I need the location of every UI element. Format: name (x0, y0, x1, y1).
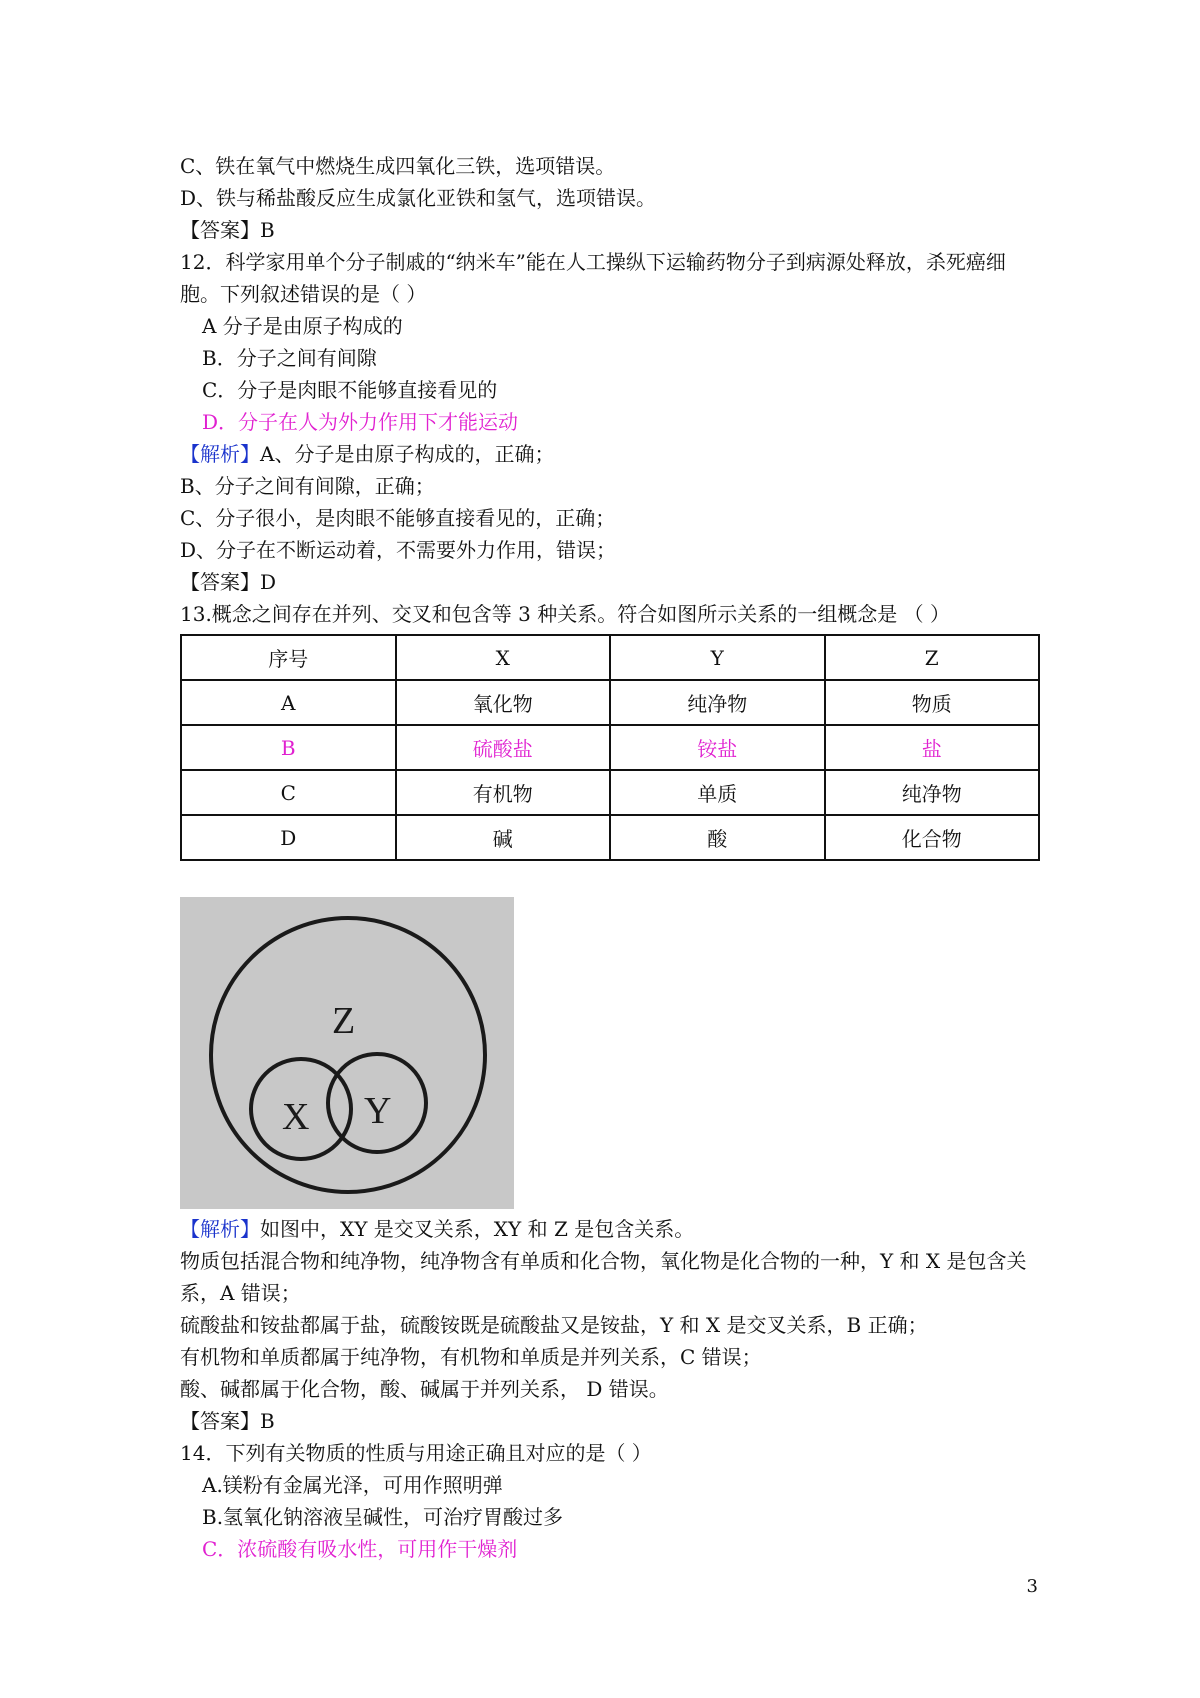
analysis-line: D、分子在不断运动着，不需要外力作用，错误； (180, 538, 617, 562)
table-cell: 单质 (610, 770, 825, 815)
text-line: C、铁在氧气中燃烧生成四氧化三铁，选项错误。 (180, 154, 616, 178)
analysis-label: 【解析】 (180, 442, 260, 466)
table-cell: 铵盐 (610, 725, 825, 770)
table-cell: 纯净物 (825, 770, 1040, 815)
table-cell: 物质 (825, 680, 1040, 725)
analysis-line (180, 1213, 1040, 1245)
table-header-cell: Z (825, 635, 1040, 680)
table-header-row (181, 635, 1039, 680)
analysis-text: 如图中，XY 是交叉关系，XY 和 Z 是包含关系。 (260, 1217, 695, 1241)
table-header-cell: 序号 (181, 635, 396, 680)
analysis-line: C、分子很小，是肉眼不能够直接看见的，正确； (180, 506, 616, 530)
option-c: C．分子是肉眼不能够直接看见的 (202, 378, 498, 402)
table-cell: 盐 (825, 725, 1040, 770)
text-line: D、铁与稀盐酸反应生成氯化亚铁和氢气，选项错误。 (180, 186, 657, 210)
table-cell: 化合物 (825, 815, 1040, 860)
table-row-correct (181, 725, 1039, 770)
analysis-line: 硫酸盐和铵盐都属于盐，硫酸铵既是硫酸盐又是铵盐，Y 和 X 是交叉关系，B 正确； (180, 1313, 928, 1337)
table-cell: C (181, 770, 396, 815)
analysis-label: 【解析】 (180, 1217, 260, 1241)
table-header-cell: Y (610, 635, 825, 680)
label-y: Y (364, 1090, 392, 1132)
question-13-stem: 13.概念之间存在并列、交叉和包含等 3 种关系。符合如图所示关系的一组概念是 （ ） (180, 602, 950, 626)
circle-z (211, 918, 485, 1192)
table-cell: 纯净物 (610, 680, 825, 725)
venn-diagram-figure (180, 897, 514, 1209)
label-z: Z (332, 1000, 356, 1042)
answer-line: 【答案】B (180, 1409, 275, 1433)
venn-diagram (180, 897, 514, 1209)
table-row (181, 815, 1039, 860)
concept-table (180, 634, 1040, 861)
analysis-line: 酸、碱都属于化合物，酸、碱属于并列关系， D 错误。 (180, 1377, 669, 1401)
table-cell: 有机物 (396, 770, 611, 815)
option-d-correct: D．分子在人为外力作用下才能运动 (202, 410, 519, 434)
option-a: A.镁粉有金属光泽，可用作照明弹 (202, 1473, 503, 1497)
table-cell: 氧化物 (396, 680, 611, 725)
table-row (181, 770, 1039, 815)
table-row (181, 680, 1039, 725)
table-cell: B (181, 725, 396, 770)
table-cell: 碱 (396, 815, 611, 860)
analysis-line (180, 438, 1040, 470)
option-b: B．分子之间有间隙 (202, 346, 377, 370)
page-number: 3 (1026, 1576, 1038, 1597)
question-12-stem: 12．科学家用单个分子制戚的“纳米车”能在人工操纵下运输药物分子到病源处释放，杀死癌细胞。下列叙述错误的是（ ） (180, 250, 1006, 306)
option-a: A 分子是由原子构成的 (202, 314, 403, 338)
answer-line: 【答案】B (180, 218, 275, 242)
analysis-line: 有机物和单质都属于纯净物，有机物和单质是并列关系，C 错误； (180, 1345, 762, 1369)
table-cell: 酸 (610, 815, 825, 860)
option-b: B.氢氧化钠溶液呈碱性，可治疗胃酸过多 (202, 1505, 564, 1529)
option-c-correct: C．浓硫酸有吸水性，可用作干燥剂 (202, 1537, 518, 1561)
label-x: X (282, 1096, 310, 1138)
analysis-text: A、分子是由原子构成的，正确； (260, 442, 555, 466)
table-header-cell: X (396, 635, 611, 680)
analysis-line: 物质包括混合物和纯净物，纯净物含有单质和化合物，氧化物是化合物的一种，Y 和 X 是包含关系，A 错误； (180, 1249, 1027, 1305)
table-cell: D (181, 815, 396, 860)
table-cell: 硫酸盐 (396, 725, 611, 770)
table-cell: A (181, 680, 396, 725)
analysis-line: B、分子之间有间隙，正确； (180, 474, 435, 498)
document-body (180, 150, 1040, 1565)
question-14-stem: 14．下列有关物质的性质与用途正确且对应的是（ ） (180, 1441, 652, 1465)
answer-line: 【答案】D (180, 570, 277, 594)
